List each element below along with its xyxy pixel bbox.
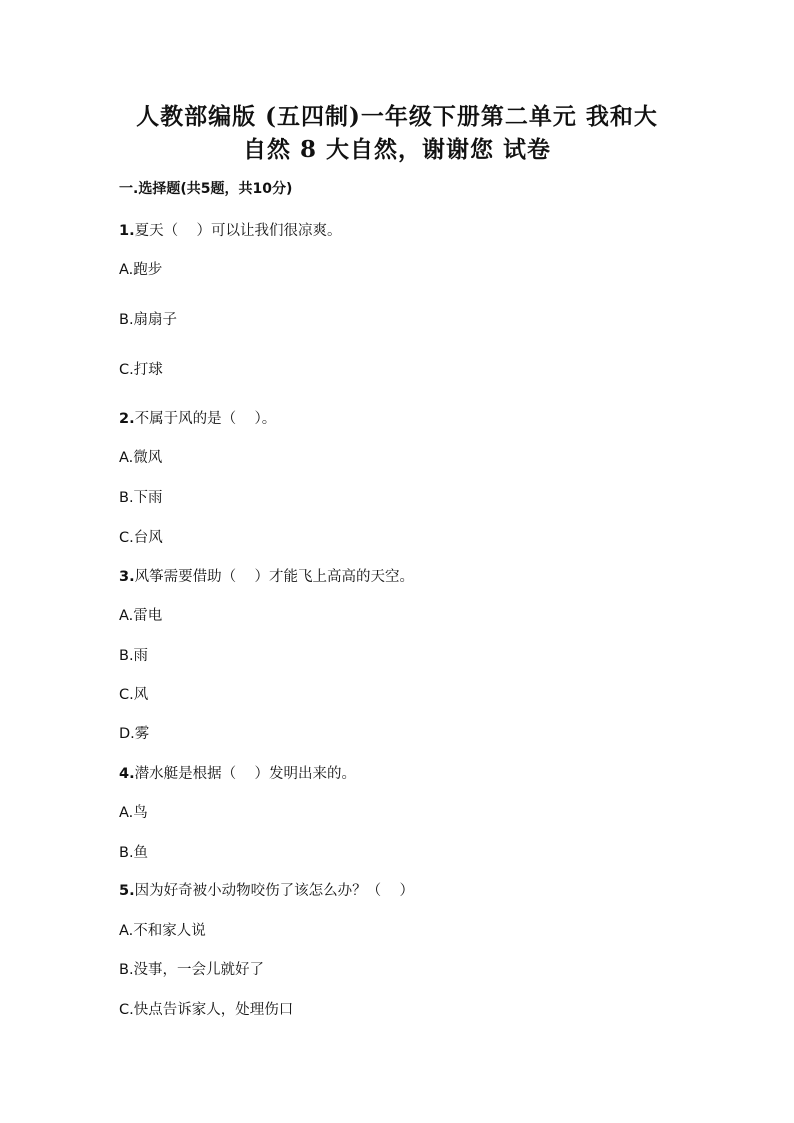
question-2 — [119, 407, 276, 428]
option-3-a: A.雷电 — [119, 608, 163, 624]
question-text: 夏天（ ）可以让我们很凉爽。 — [134, 223, 342, 239]
question-1 — [119, 219, 342, 240]
question-3 — [119, 565, 414, 586]
question-number: 4. — [119, 766, 135, 782]
question-text: 不属于风的是（ ）。 — [134, 411, 277, 427]
option-1-b: B.扇扇子 — [119, 312, 178, 328]
option-5-b: B.没事，一会儿就好了 — [119, 962, 265, 978]
question-text: 风筝需要借助（ ）才能飞上高高的天空。 — [134, 569, 415, 585]
question-number: 5. — [119, 883, 135, 899]
option-4-b: B.鱼 — [119, 845, 149, 861]
option-3-c: C.风 — [119, 687, 149, 703]
option-5-c: C.快点告诉家人，处理伤口 — [119, 1002, 294, 1018]
question-5 — [119, 879, 414, 900]
section-header: 一.选择题(共5题，共10分) — [119, 181, 293, 197]
option-4-a: A.鸟 — [119, 805, 148, 821]
question-text: 因为好奇被小动物咬伤了该怎么办？（ ） — [134, 883, 415, 899]
question-4 — [119, 762, 356, 783]
question-number: 2. — [119, 411, 135, 427]
option-3-d: D.雾 — [119, 726, 150, 742]
document-title-line-1: 人教部编版 (五四制)一年级下册第二单元 我和大 — [136, 103, 658, 130]
question-text: 潜水艇是根据（ ）发明出来的。 — [134, 766, 357, 782]
option-2-a: A.微风 — [119, 450, 163, 466]
option-1-a: A.跑步 — [119, 262, 163, 278]
question-number: 1. — [119, 223, 135, 239]
option-2-b: B.下雨 — [119, 490, 163, 506]
option-3-b: B.雨 — [119, 648, 149, 664]
option-2-c: C.台风 — [119, 530, 163, 546]
option-1-c: C.打球 — [119, 362, 163, 378]
question-number: 3. — [119, 569, 135, 585]
document-title-line-2: 自然 8 大自然，谢谢您 试卷 — [242, 136, 552, 163]
option-5-a: A.不和家人说 — [119, 923, 206, 939]
